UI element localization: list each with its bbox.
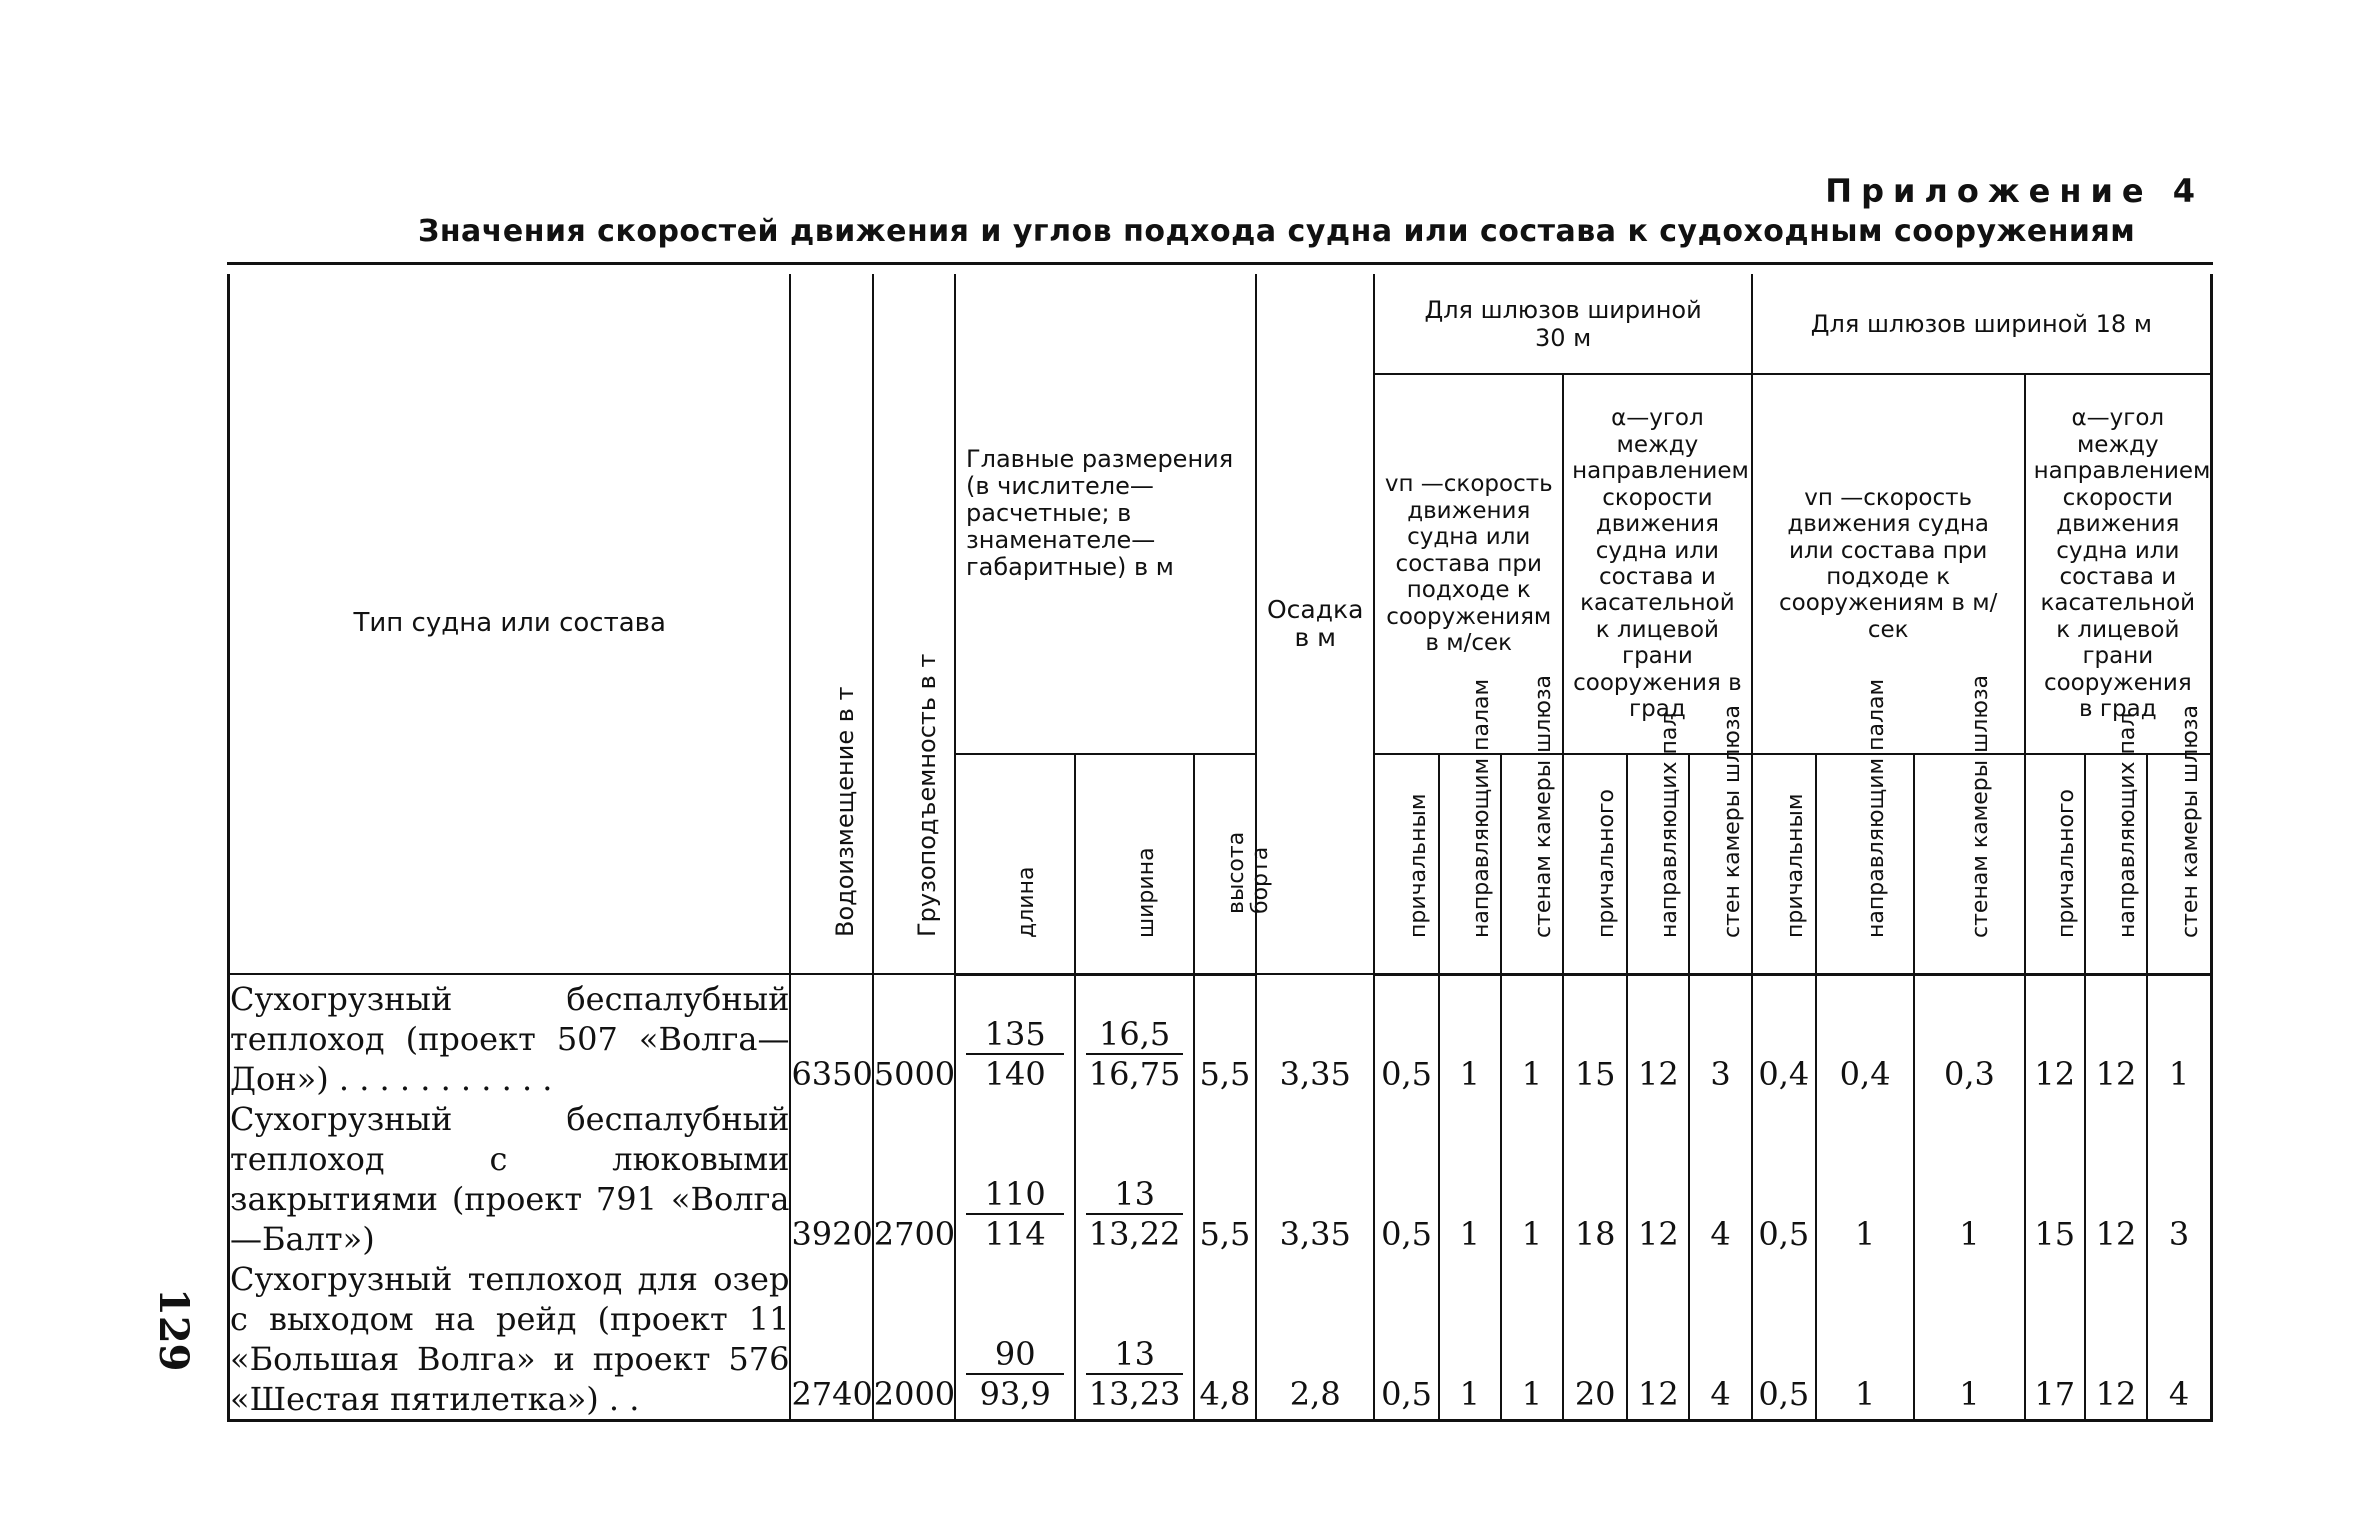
header-a30-guide: направляющих пал [1627,754,1689,974]
value-cell: 18 [1563,1099,1627,1259]
value-cell: 1 [2147,974,2211,1099]
header-a18-walls: стен камеры шлюза [2147,754,2211,974]
value-cell: 17 [2025,1259,2085,1421]
appendix-label: Приложение 4 [1825,172,2204,210]
value-cell: 0,3 [1914,974,2024,1099]
vessel-name: Сухогрузный теплоход для озер с выходом на рейд (проект 11 «Большая Волга» и проект 576 «Шестая пятилетка») . . [229,1259,791,1421]
header-a30-berth: причального [1563,754,1627,974]
value-cell: 20 [1563,1259,1627,1421]
header-vessel-type: Тип судна или состава [229,274,791,974]
value-cell: 12 [2085,1259,2147,1421]
value-cell: 0,5 [1374,1259,1438,1421]
header-angle-18: α—угол между направлением скорости движения судна или состава и касательной к лицевой грани сооружения в град [2025,374,2212,754]
value-cell: 3 [2147,1099,2211,1259]
value-cell: 0,5 [1752,1259,1816,1421]
header-draft: Осадка в м [1256,274,1374,974]
header-locks-30: Для шлюзов шириной 30 м [1374,274,1751,374]
header-length: длина [955,754,1075,974]
value-cell: 1 [1501,974,1563,1099]
value-cell: 4 [1689,1099,1751,1259]
draft-cell: 3,35 [1256,1099,1374,1259]
value-cell: 1 [1439,974,1501,1099]
capacity-cell: 5000 [873,974,955,1099]
header-s18-guide: направляющим палам [1816,754,1914,974]
vessel-name: Сухогрузный беспалубный теплоход (проект 507 «Волга—Дон») . . . . . . . . . . . [229,974,791,1099]
value-cell: 0,4 [1752,974,1816,1099]
value-cell: 12 [1627,974,1689,1099]
header-dimensions: Главные размерения (в числителе—расчетные; в знаменателе—габаритные) в м [955,274,1256,754]
table-row [229,974,2212,1099]
header-s30-guide: направляющим палам [1439,754,1501,974]
length-cell: 135 140 [955,974,1075,1099]
header-a18-guide: направляющих пал [2085,754,2147,974]
vessel-name: Сухогрузный беспалубный теплоход с люковыми закрытиями (проект 791 «Волга—Балт») [230,1100,790,1258]
header-s30-berth: причальным [1374,754,1438,974]
capacity-cell: 2000 [873,1259,955,1421]
table-row [229,1259,2212,1421]
value-cell: 1 [1816,1099,1914,1259]
width-cell: 16,5 16,75 [1075,974,1193,1099]
value-cell: 1 [1439,1099,1501,1259]
draft-cell: 2,8 [1256,1259,1374,1421]
board-height-cell: 5,5 [1194,1099,1256,1259]
capacity-cell: 2700 [873,1099,955,1259]
value-cell: 15 [1563,974,1627,1099]
value-cell: 1 [1914,1099,2024,1259]
length-cell: 90 93,9 [955,1259,1075,1421]
draft-cell: 3,35 [1256,974,1374,1099]
header-width: ширина [1075,754,1193,974]
header-s18-walls: стенам камеры шлюза [1914,754,2024,974]
header-a30-walls: стен камеры шлюза [1689,754,1751,974]
displacement-cell: 2740 [790,1259,872,1421]
board-height-cell: 4,8 [1194,1259,1256,1421]
length-cell: 110 114 [955,1099,1075,1259]
value-cell: 12 [2085,1099,2147,1259]
value-cell: 0,5 [1374,974,1438,1099]
value-cell: 12 [2025,974,2085,1099]
board-height-cell: 5,5 [1194,974,1256,1099]
value-cell: 4 [1689,1259,1751,1421]
header-displacement: Водоизмещение в т [790,274,872,974]
value-cell: 15 [2025,1099,2085,1259]
header-a18-berth: причального [2025,754,2085,974]
value-cell: 1 [1816,1259,1914,1421]
value-cell: 1 [1439,1259,1501,1421]
value-cell: 0,4 [1816,974,1914,1099]
displacement-cell: 6350 [790,974,872,1099]
header-capacity: Грузоподъемность в т [873,274,955,974]
value-cell: 4 [2147,1259,2211,1421]
value-cell: 1 [1501,1099,1563,1259]
table-title: Значения скоростей движения и углов подхода судна или состава к судоходным сооружениям [418,214,2136,249]
header-s30-walls: стенам камеры шлюза [1501,754,1563,974]
value-cell: 12 [1627,1259,1689,1421]
value-cell: 3 [1689,974,1751,1099]
title-rule [227,262,2213,265]
value-cell: 1 [1914,1259,2024,1421]
page-number: 129 [150,1288,197,1372]
header-s18-berth: причальным [1752,754,1816,974]
header-locks-18: Для шлюзов шириной 18 м [1752,274,2212,374]
value-cell: 12 [1627,1099,1689,1259]
table-row [229,1099,2212,1259]
value-cell: 1 [1501,1259,1563,1421]
header-board-height: высота борта [1194,754,1256,974]
value-cell: 0,5 [1374,1099,1438,1259]
data-table [227,274,2213,1422]
width-cell: 13 13,23 [1075,1259,1193,1421]
header-angle-30: α—угол между направлением скорости движения судна или состава и касательной к лицевой грани сооружения в град [1563,374,1752,754]
header-speed-30: vп —скорость движения судна или состава при подходе к сооружениям в м/сек [1374,374,1563,754]
width-cell: 13 13,22 [1075,1099,1193,1259]
displacement-cell: 3920 [790,1099,872,1259]
value-cell: 12 [2085,974,2147,1099]
header-speed-18: vп —скорость движения судна или состава при подходе к сооружениям в м/сек [1752,374,2025,754]
value-cell: 0,5 [1752,1099,1816,1259]
